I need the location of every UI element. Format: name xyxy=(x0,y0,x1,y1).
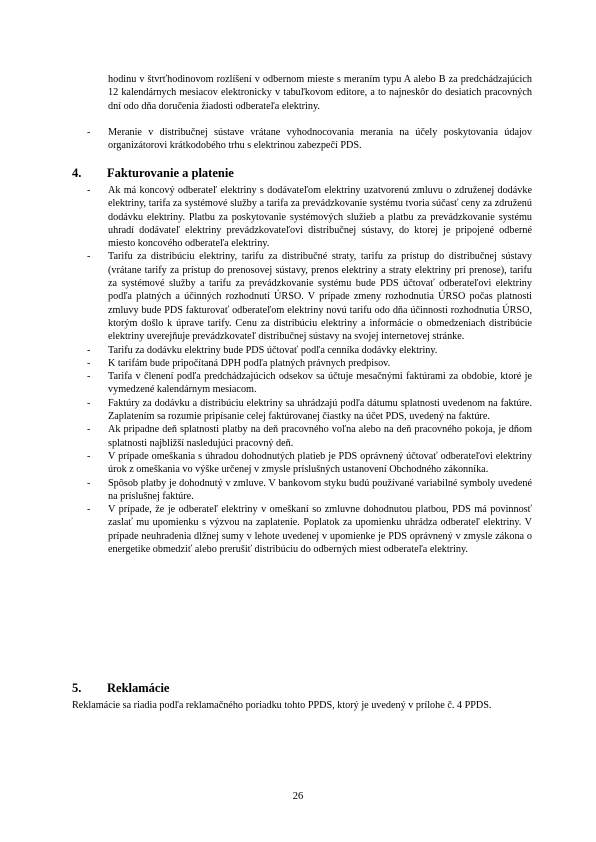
list-item-text: Tarifa v členení podľa predchádzajúcich odsekov sa účtuje mesačnými faktúrami za obdobie, ktoré je vymedzené kalendárnym mesiacom. xyxy=(108,371,532,396)
list-item xyxy=(87,503,532,556)
section-4-bullet-list xyxy=(87,184,532,556)
list-item xyxy=(87,357,532,370)
list-item-text: Tarifu za dodávku elektriny bude PDS účtovať podľa cenníka dodávky elektriny. xyxy=(108,344,438,356)
bullet-dash: - xyxy=(87,185,91,196)
bullet-dash: - xyxy=(87,477,91,489)
list-item-text: Faktúry za dodávku a distribúciu elektriny sa uhrádzajú podľa dátumu splatnosti uvedenom na faktúre. Zaplatením sa rozumie pripísanie celej faktúrovanej čiastky na účet PDS, uvedený na faktúre. xyxy=(108,397,532,423)
section-5-paragraph: Reklamácie sa riadia podľa reklamačného poriadku tohto PPDS, ktorý je uvedený v prílohe č. 4 PPDS. xyxy=(72,700,492,711)
list-item xyxy=(87,423,532,450)
list-item-text: Ak má koncový odberateľ elektriny s dodávateľom elektriny uzatvorenú zmluvu o združenej dodávke elektriny, tarifa za systémové služby a tarifa za prevádzkovanie systému tvoria súčasť ceny za združenú dodávku elektriny. Platbu za poskytovanie systémových služieb a platbu za prevádzkovanie systému uhradí dodávateľ elektriny prevádzkovateľovi distribučnej sústavy, do ktorej je pripojené odberné miesto koncového odberateľa elektriny. xyxy=(108,185,532,250)
bullet-dash: - xyxy=(87,357,91,369)
continuation-paragraph: hodinu v štvrťhodinovom rozlíšení v odbernom mieste s meraním typu A alebo B za predchádzajúcich 12 kalendárnych mesiacov elektronicky v tabuľkovom editore, a to najneskôr do desiatich pracovných dní odo dňa doručenia žiadosti odberateľa elektriny. xyxy=(108,74,532,112)
list-item-text: V prípade omeškania s úhradou dohodnutých platieb je PDS oprávnený účtovať odberateľovi elektriny úrok z omeškania vo výške určenej v zmysle príslušných ustanovení Obchodného zákonníka. xyxy=(108,450,532,476)
list-item xyxy=(87,344,532,357)
section-title: Fakturovanie a platenie xyxy=(107,166,234,180)
bullet-dash: - xyxy=(87,424,91,436)
list-item xyxy=(87,397,532,424)
list-item-text: Spôsob platby je dohodnutý v zmluve. V bankovom styku budú používané variabilné symboly uvedené na príslušnej faktúre. xyxy=(108,477,532,502)
list-item-text: K tarifám bude pripočítaná DPH podľa platných právnych predpisov. xyxy=(108,357,391,369)
list-item xyxy=(87,126,532,153)
list-item-text: Tarifu za distribúciu elektriny, tarifu za distribučné straty, tarifu za prístup do distribučnej sústavy (vrátane tarify za prístup do prenosovej sústavy, prenos elektriny a straty elektriny pri prenose), tarifu za systémové služby a tarifu za prevádzkovanie systému bude PDS účtovať odberateľovi elektriny podľa platných a účinných rozhodnutí ÚRSO. V prípade zmeny rozhodnutia ÚRSO počas platnosti zmluvy bude PDS fakturovať odberateľom elektriny novú tarifu odo dňa účinnosti rozhodnutia ÚRSO, ktorým došlo k úprave tarify. Cenu za distribúciu elektriny a informácie o obmedzeniach distribúcie elektriny uverejňuje prevádzkovateľ distribučnej sústavy na svojej internetovej stránke. xyxy=(108,251,532,343)
section-4-heading xyxy=(72,166,372,181)
list-item-text: Meranie v distribučnej sústave vrátane vyhodnocovania merania na účely poskytovania údajov organizátorovi krátkodobého trhu s elektrinou zabezpečí PDS. xyxy=(108,127,532,152)
list-item xyxy=(87,370,532,397)
section-title: Reklamácie xyxy=(107,681,170,695)
list-item xyxy=(87,450,532,477)
section-5-heading xyxy=(72,681,372,696)
bullet-dash: - xyxy=(87,344,91,356)
bullet-dash: - xyxy=(87,371,91,383)
bullet-dash: - xyxy=(87,397,91,409)
top-bullet-list xyxy=(87,126,532,153)
bullet-dash: - xyxy=(87,251,91,263)
list-item-text: V prípade, že je odberateľ elektriny v omeškaní so zmluvne dohodnutou platbou, PDS má povinnosť zaslať mu upomienku s výzvou na zaplatenie. Poplatok za upomienku uhrádza odberateľ elektriny. V prípade neuhradenia dlžnej sumy v lehote uvedenej v upomienke je PDS oprávnený v zmysle zákona o energetike obmedziť alebo prerušiť distribúciu do odberných miest odberateľa elektriny. xyxy=(108,504,532,556)
list-item xyxy=(87,184,532,250)
bullet-dash: - xyxy=(87,127,91,138)
page-number: 26 xyxy=(292,791,304,802)
list-item-text: Ak pripadne deň splatnosti platby na deň pracovného voľna alebo na deň pracovného pokoja, je dňom splatnosti najbližší nasledujúci pracovný deň. xyxy=(108,424,532,449)
bullet-dash: - xyxy=(87,450,91,462)
list-item xyxy=(87,250,532,343)
bullet-dash: - xyxy=(87,504,91,516)
list-item xyxy=(87,477,532,504)
section-number: 4. xyxy=(72,166,82,180)
section-number: 5. xyxy=(72,681,82,695)
